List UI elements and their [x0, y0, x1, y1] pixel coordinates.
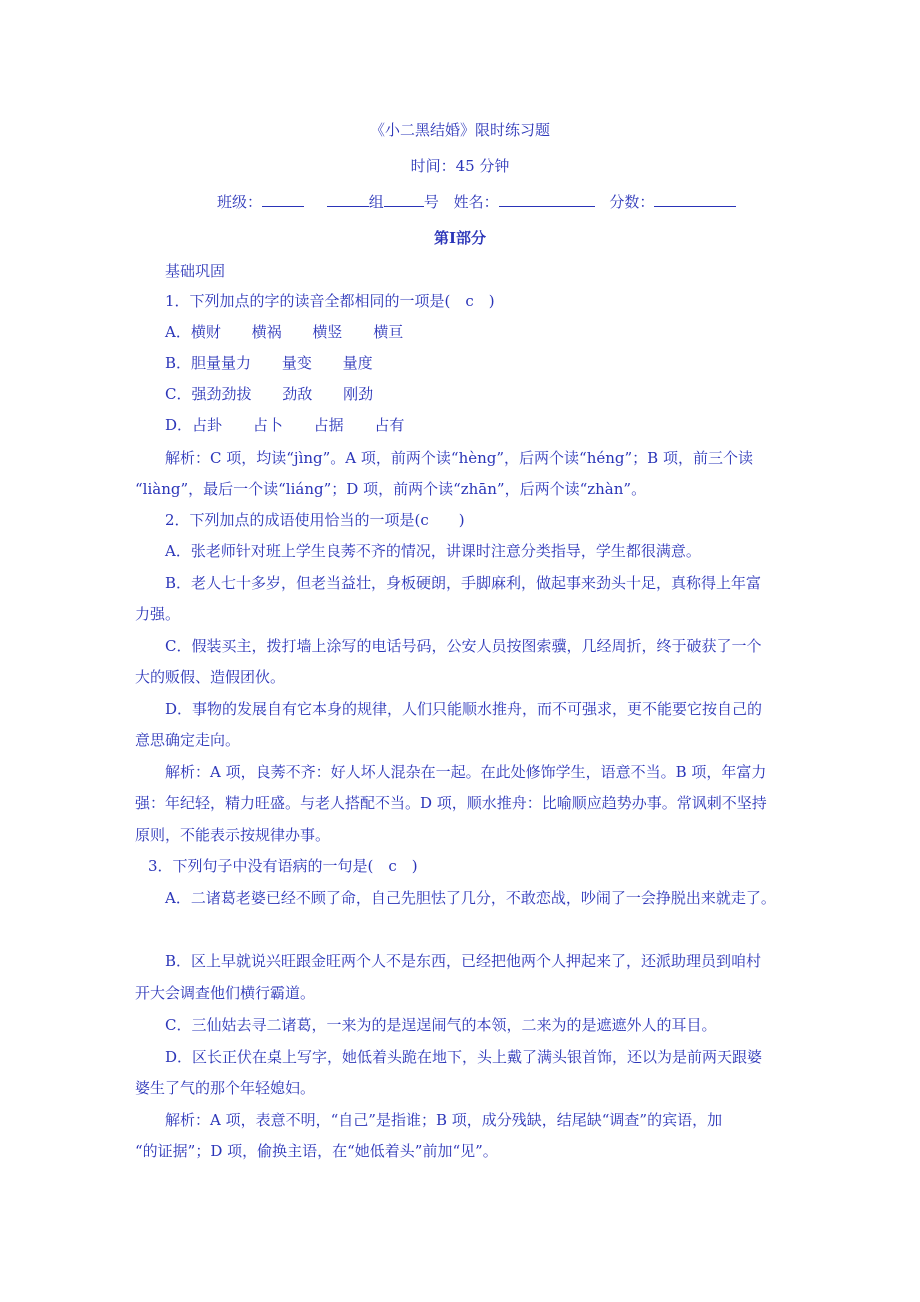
q1-stem: 1．下列加点的字的读音全都相同的一项是( c ): [165, 292, 495, 310]
q3-analysis-line-1: 解析：A 项，表意不明，“自己”是指谁；B 项，成分残缺，结尾缺“调查”的宾语，加: [165, 1111, 723, 1129]
number-label: 号: [423, 193, 439, 211]
q2-option-d-line-1: D．事物的发展自有它本身的规律，人们只能顺水推舟，而不可强求，更不能要它按自己的: [165, 700, 763, 718]
q1-c-word-1: C．强劲劲拔: [165, 385, 252, 403]
name-label: 姓名：: [453, 193, 499, 211]
q1-b-word-2: 量变: [281, 354, 312, 372]
q2-analysis-line-2: 强：年纪轻，精力旺盛。与老人搭配不当。D 项，顺水推舟：比喻顺应趋势办事。常讽刺不坚持: [135, 794, 767, 812]
class-label: 班级：: [217, 193, 263, 211]
group-label: 组: [368, 193, 384, 211]
q1-a-word-4: 横亘: [373, 323, 404, 341]
q1-b-word-1: B．胆量量力: [165, 354, 252, 372]
q3-option-a: A．二诸葛老婆已经不顾了命，自己先胆怯了几分，不敢恋战，吵闹了一会挣脱出来就走了。: [165, 889, 776, 907]
class-blank[interactable]: [262, 192, 304, 207]
q3-option-d-line-1: D．区长正伏在桌上写字，她低着头跪在地下，头上戴了满头银首饰，还以为是前两天跟婆: [165, 1048, 763, 1066]
q3-analysis-line-2: “的证据”；D 项，偷换主语，在“她低着头”前加“见”。: [135, 1142, 498, 1160]
q1-a-word-1: A．横财: [165, 323, 221, 341]
q2-option-d-line-2: 意思确定走向。: [135, 731, 241, 749]
q2-analysis-line-1: 解析：A 项，良莠不齐：好人坏人混杂在一起。在此处修饰学生，语意不当。B 项，年富力: [165, 763, 767, 781]
q1-d-word-4: 占有: [374, 416, 405, 434]
q1-c-word-2: 劲敌: [282, 385, 313, 403]
q1-a-word-3: 横竖: [312, 323, 343, 341]
section-title: 基础巩固: [165, 262, 226, 280]
q2-analysis-line-3: 原则，不能表示按规律办事。: [135, 826, 331, 844]
doc-title: 《小二黑结婚》限时练习题: [369, 121, 550, 139]
number-blank[interactable]: [384, 192, 424, 207]
q2-option-c-line-1: C．假装买主，拨打墙上涂写的电话号码，公安人员按图索骥，几经周折，终于破获了一个: [165, 637, 762, 655]
q2-option-a: A．张老师针对班上学生良莠不齐的情况，讲课时注意分类指导，学生都很满意。: [165, 542, 701, 560]
q1-option-d: [165, 415, 404, 435]
score-blank[interactable]: [654, 192, 736, 207]
score-label: 分数：: [609, 193, 655, 211]
q3-stem: 3．下列句子中没有语病的一句是( c ): [148, 857, 418, 875]
part-title: 第Ⅰ部分: [433, 229, 487, 247]
q1-d-word-3: 占据: [313, 416, 344, 434]
q3-option-d-line-2: 婆生了气的那个年轻媳妇。: [135, 1079, 316, 1097]
name-blank[interactable]: [499, 192, 595, 207]
q3-option-c: C．三仙姑去寻二诸葛，一来为的是逞逞闹气的本领，二来为的是遮遮外人的耳目。: [165, 1016, 717, 1034]
q1-analysis-line-1: 解析：C 项，均读“jìng”。A 项，前两个读“hèng”，后两个读“héng”；B 项，前三个读: [165, 449, 753, 467]
group-blank[interactable]: [327, 192, 369, 207]
q1-a-word-2: 横祸: [251, 323, 282, 341]
q1-option-b: [165, 353, 373, 373]
q1-c-word-3: 刚劲: [343, 385, 374, 403]
q1-d-word-2: 占卜: [252, 416, 283, 434]
q3-option-b-line-1: B．区上早就说兴旺跟金旺两个人不是东西，已经把他两个人押起来了，还派助理员到咱村: [165, 952, 762, 970]
q2-option-c-line-2: 大的贩假、造假团伙。: [135, 668, 286, 686]
q2-option-b-line-2: 力强。: [135, 605, 181, 623]
q1-b-word-3: 量度: [342, 354, 373, 372]
q2-stem: 2．下列加点的成语使用恰当的一项是(c ): [165, 511, 465, 529]
q1-analysis-line-2: “liàng”，最后一个读“liáng”；D 项，前两个读“zhān”，后两个读“zhàn”。: [135, 480, 647, 498]
q1-option-c: [165, 384, 373, 404]
q3-option-b-line-2: 开大会调查他们横行霸道。: [135, 984, 316, 1002]
q1-option-a: [165, 322, 403, 342]
q1-d-word-1: D．占卦: [165, 416, 223, 434]
time-limit: 时间：45 分钟: [410, 157, 510, 175]
student-info-line: [217, 192, 736, 212]
q2-option-b-line-1: B．老人七十多岁，但老当益壮，身板硬朗，手脚麻利，做起事来劲头十足，真称得上年富: [165, 574, 762, 592]
